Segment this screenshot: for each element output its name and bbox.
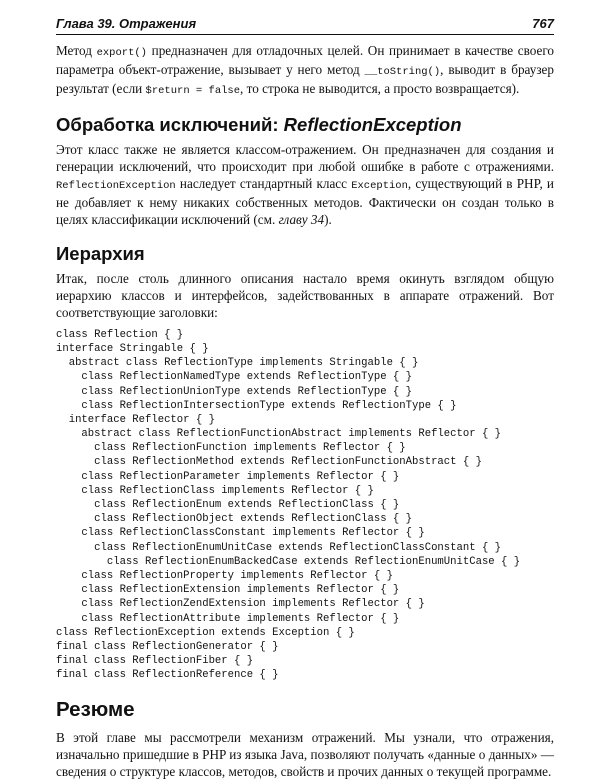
- code-line: class ReflectionClassConstant implements Reflector { }: [56, 527, 425, 540]
- exception-paragraph: Этот класс также не является классом-отражением. Он предназначен для создания и генерации исключений, что происходит при любой ошибке в работе с отражениями. ReflectionException наследует стандартный класс Exception, существующий в PHP, и не добавляет к нему никаких собственных методов. Фактически он создан только в целях классификации исключений (см. главу 34).: [56, 142, 554, 227]
- code-line: final class ReflectionReference { }: [56, 669, 279, 682]
- code-line: abstract class ReflectionFunctionAbstract implements Reflector { }: [56, 428, 502, 441]
- inline-code-export: export(): [96, 47, 147, 59]
- code-line: class ReflectionUnionType extends ReflectionType { }: [56, 385, 413, 398]
- code-line: class ReflectionParameter implements Reflector { }: [56, 470, 400, 483]
- code-line: class ReflectionAttribute implements Reflector { }: [56, 612, 400, 625]
- class-hierarchy-code: [56, 328, 554, 683]
- code-line: interface Stringable { }: [56, 342, 209, 355]
- code-line: class ReflectionIntersectionType extends ReflectionType { }: [56, 399, 457, 412]
- code-line: final class ReflectionGenerator { }: [56, 640, 279, 653]
- summary-paragraph: В этой главе мы рассмотрели механизм отражений. Мы узнали, что отражения, изначально пришедшие в PHP из языка Java, позволяют получать «данные о данных» — сведения о структуре классов, методов, свойств и прочих данных о текущей программе.: [56, 730, 554, 780]
- page-number: 767: [532, 16, 554, 31]
- code-line: class ReflectionEnum extends ReflectionClass { }: [56, 499, 400, 512]
- code-line: class ReflectionProperty implements Reflector { }: [56, 569, 393, 582]
- code-line: class Reflection { }: [56, 328, 184, 341]
- running-head: [56, 16, 554, 35]
- code-line: class ReflectionFunction implements Reflector { }: [56, 442, 406, 455]
- inline-code-reflection-exception: ReflectionException: [56, 179, 176, 192]
- inline-code-return: $return = false: [145, 84, 241, 97]
- chapter-reference: главу 34: [278, 211, 325, 227]
- intro-paragraph: Метод export() предназначен для отладочных целей. Он принимает в качестве своего параметра объект-отражение, вызывает у него метод __toString(), выводит в браузер результат (если $return = false, то строка не выводится, а просто возвращается).: [56, 43, 554, 97]
- code-line: class ReflectionNamedType extends ReflectionType { }: [56, 371, 413, 384]
- code-line: abstract class ReflectionType implements Stringable { }: [56, 357, 419, 370]
- code-line: class ReflectionMethod extends ReflectionFunctionAbstract { }: [56, 456, 482, 469]
- hierarchy-paragraph: Итак, после столь длинного описания настало время окинуть взглядом общую иерархию классов и интерфейсов, задействованных в аппарате отражений. Вот соответствующие заголовки:: [56, 271, 554, 320]
- code-line: class ReflectionClass implements Reflector { }: [56, 484, 374, 497]
- code-line: class ReflectionZendExtension implements Reflector { }: [56, 598, 425, 611]
- code-line: class ReflectionException extends Exception { }: [56, 626, 355, 639]
- code-line: class ReflectionObject extends ReflectionClass { }: [56, 513, 413, 526]
- code-line: class ReflectionEnumUnitCase extends ReflectionClassConstant { }: [56, 541, 502, 554]
- heading-summary: Резюме: [56, 698, 135, 722]
- chapter-title: Глава 39. Отражения: [56, 16, 197, 31]
- code-line: class ReflectionEnumBackedCase extends ReflectionEnumUnitCase { }: [56, 555, 521, 568]
- code-line: final class ReflectionFiber { }: [56, 655, 254, 668]
- heading-reflection-exception: Обработка исключений: ReflectionException: [56, 114, 462, 136]
- code-line: class ReflectionExtension implements Reflector { }: [56, 584, 400, 597]
- heading-hierarchy: Иерархия: [56, 243, 145, 265]
- code-line: interface Reflector { }: [56, 413, 215, 426]
- inline-code-tostring: __toString(): [364, 65, 441, 78]
- inline-code-exception: Exception: [351, 179, 408, 192]
